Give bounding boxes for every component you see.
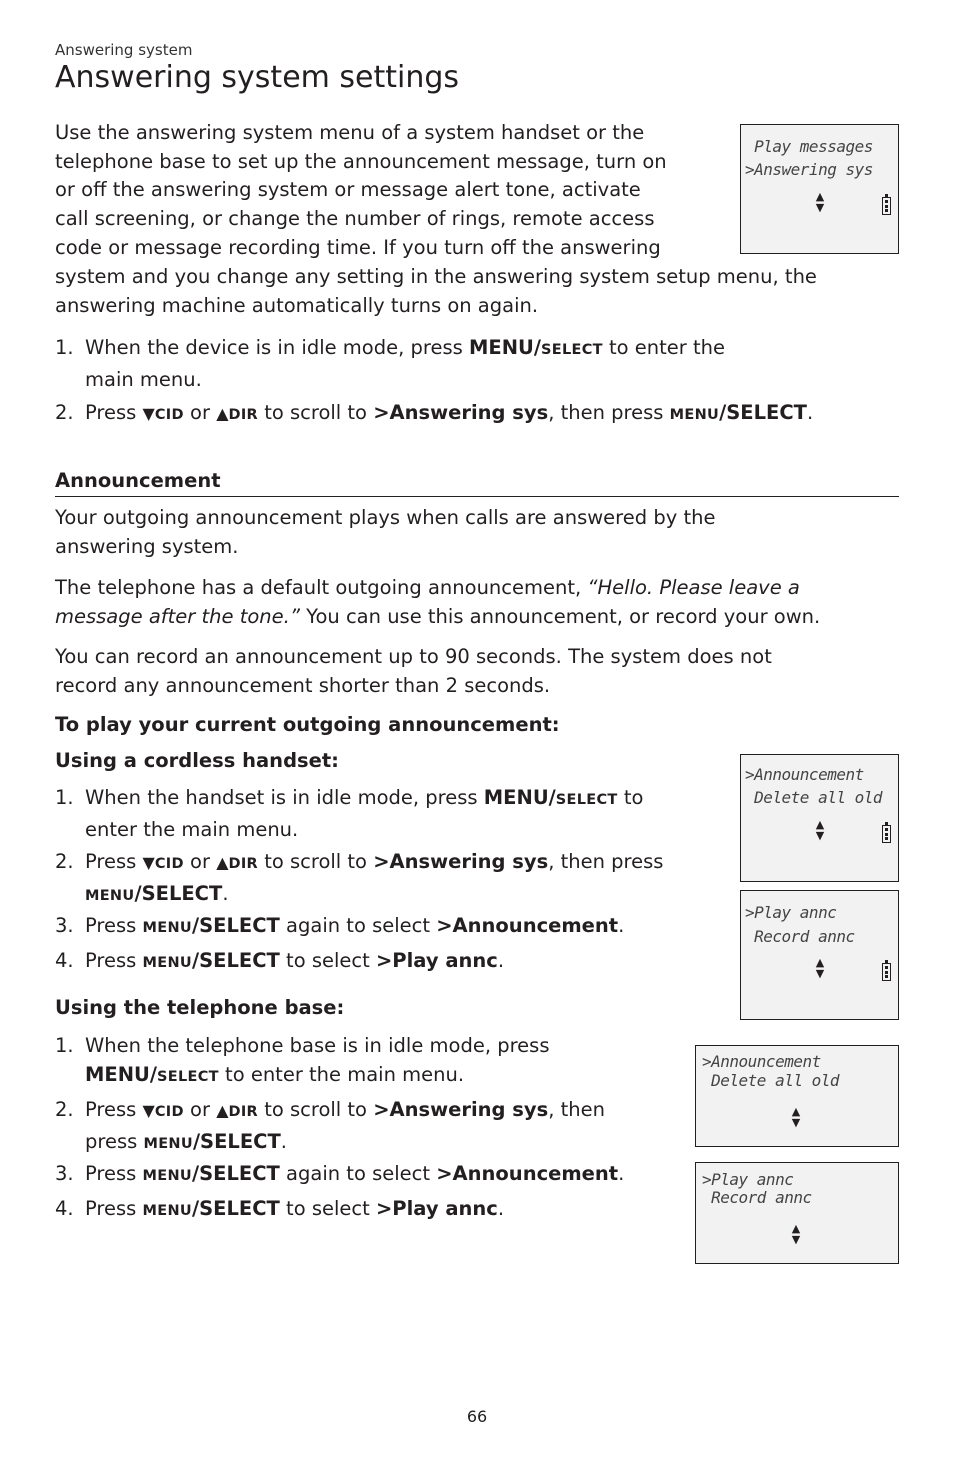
page-number: 66 [466,1407,488,1426]
up-arrow-icon: ▲ [216,404,229,423]
subheading: To play your current outgoing announcement: [55,713,560,736]
up-down-arrows-icon: ▲ ▼ [791,1105,801,1129]
list-item: 1. When the handset is in idle mode, press MENU/SELECT to enter the main menu. [55,786,644,841]
up-arrow-icon: ▲ [216,1101,229,1120]
up-down-arrows-icon: ▲ ▼ [815,956,825,980]
lcd-line: Record annc [702,1188,812,1207]
lcd-line: >Play annc [702,1170,794,1189]
lcd-screen-base-play-annc [695,1162,899,1264]
intro-line: call screening, or change the number of rings, remote access [55,207,655,230]
lcd-line: >Play annc [745,903,837,922]
intro-line: Use the answering system menu of a system handset or the [55,121,645,144]
lcd-screen-play-annc [740,890,899,1020]
up-down-arrows-icon: ▲ ▼ [815,190,825,214]
intro-line: or off the answering system or message alert tone, activate [55,178,641,201]
list-item: 4. Press MENU/SELECT to select >Play annc. [55,1197,505,1220]
intro-line: system and you change any setting in the answering system setup menu, the [55,265,817,288]
up-down-arrows-icon: ▲ ▼ [791,1222,801,1246]
list-item: 2. Press ▼CID or ▲DIR to scroll to >Answering sys, then press MENU/SELECT. [55,850,664,905]
intro-line: answering machine automatically turns on again. [55,294,539,317]
list-item: 4. Press MENU/SELECT to select >Play annc. [55,949,505,972]
list-item: 2. Press ▼CID or ▲DIR to scroll to >Answering sys, then press MENU/SELECT. [55,1098,605,1153]
battery-icon [882,963,891,981]
list-item: 3. Press MENU/SELECT again to select >Announcement. [55,1162,625,1185]
running-head: Answering system [55,41,193,59]
lcd-screen-base-announcement [695,1045,899,1147]
subheading: Using a cordless handset: [55,749,339,772]
lcd-line: Delete all old [702,1071,839,1090]
page-title: Answering system settings [55,60,460,95]
up-arrow-icon: ▲ [216,853,229,872]
intro-line: telephone base to set up the announcement message, turn on [55,150,667,173]
down-arrow-icon: ▼ [142,404,155,423]
lcd-line: >Announcement [745,765,864,784]
up-down-arrows-icon: ▲ ▼ [815,818,825,842]
battery-icon [882,197,891,215]
list-item: 2. Press ▼CID or ▲DIR to scroll to >Answering sys, then press MENU/SELECT. [55,401,814,424]
list-item: 1. When the telephone base is in idle mode, press MENU/SELECT to enter the main menu. [55,1034,550,1086]
lcd-screen-answering-sys [740,124,899,254]
lcd-line: >Announcement [702,1052,821,1071]
subheading: Using the telephone base: [55,996,345,1019]
section-rule [55,496,899,497]
announcement-paragraph: You can record an announcement up to 90 seconds. The system does not record any announcement shorter than 2 seconds. [55,645,772,697]
down-arrow-icon: ▼ [142,853,155,872]
lcd-line: Record annc [745,927,855,946]
lcd-line: Play messages [745,137,873,156]
battery-icon [882,825,891,843]
announcement-paragraph: Your outgoing announcement plays when calls are answered by the answering system. [55,506,716,558]
lcd-line: Delete all old [745,788,882,807]
section-heading: Announcement [55,469,221,492]
intro-line: code or message recording time. If you turn off the answering [55,236,661,259]
lcd-screen-announcement [740,754,899,882]
list-item: 1. When the device is in idle mode, press MENU/SELECT to enter the main menu. [55,336,726,391]
announcement-paragraph: The telephone has a default outgoing announcement, “Hello. Please leave a message after the tone.” You can use this announcement, or record your own. [55,576,821,628]
list-item: 3. Press MENU/SELECT again to select >Announcement. [55,914,625,937]
down-arrow-icon: ▼ [142,1101,155,1120]
lcd-line: >Answering sys [745,160,873,179]
